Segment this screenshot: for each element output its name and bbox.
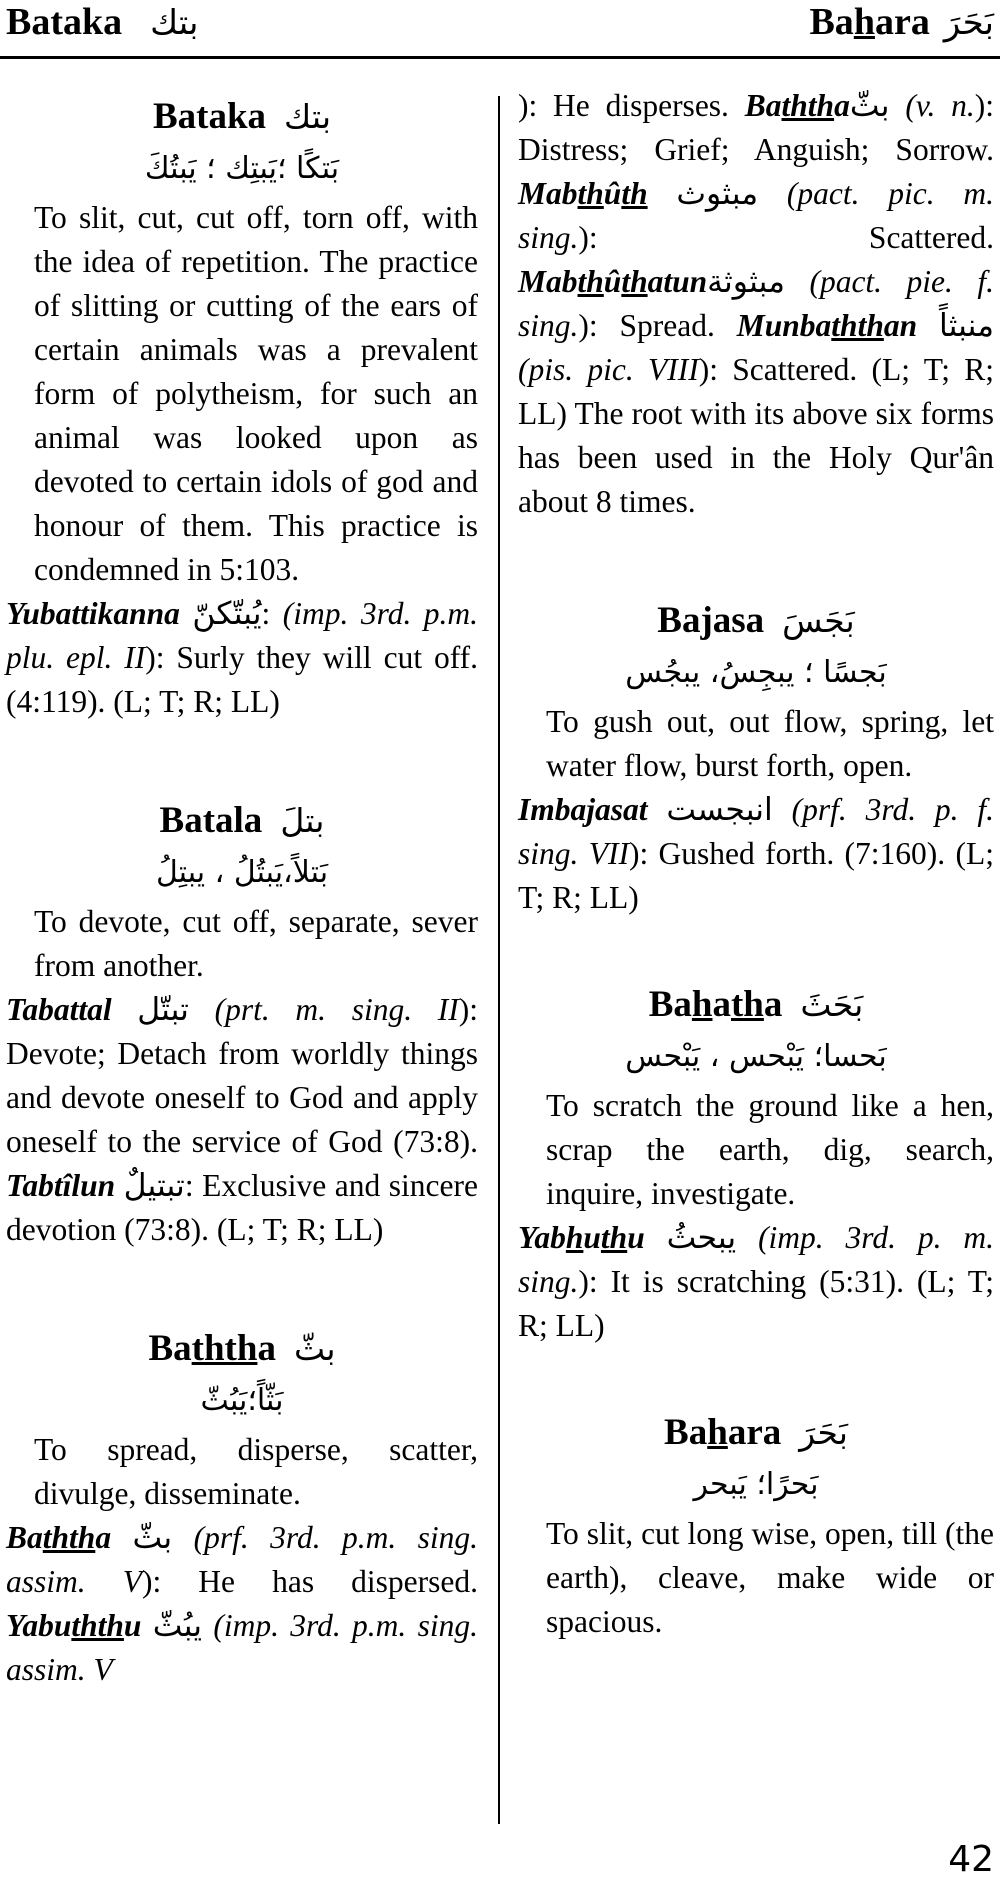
- entry-baththa: [6, 1324, 478, 1692]
- header-right-arabic: بَحَرَ: [943, 3, 994, 43]
- derivative-continued: ): He disperses. Baththaبثّ (v. n.): Distress; Grief; Anguish; Sorrow. Mabthûth مبثوث (pact. pic. m. sing.): Scattered. Mabthûthatunمبثوثة (pact. pie. f. sing.): Spread. Munbaththan منبثاً (pis. pic. VIII): Scattered. (L; T; R; LL) The root with its above six forms has been used in the Holy Qur'ân about 8 times.: [518, 88, 995, 519]
- verb-forms: بَتكًا ؛يَبتِك ؛ يَبتُكَ: [144, 151, 340, 186]
- definition: To spread, disperse, scatter, divulge, disseminate.: [34, 1432, 478, 1511]
- verb-forms: بَحسا؛ يَبْحس ، يَبْحس: [625, 1039, 887, 1074]
- entry-batala: [6, 796, 478, 1252]
- verb-forms: بَجسًا ؛ يبجِسُ، يبجُس: [625, 655, 887, 690]
- derivative: Baththa بثّ (prf. 3rd. p.m. sing. assim. V): He has dispersed. Yabuththu يبُثّ (imp. 3rd. p.m. sing. assim. V: [6, 1520, 479, 1687]
- entry-heading-arabic: بثّ: [293, 1329, 336, 1368]
- entry-heading-arabic: بتك: [284, 97, 332, 136]
- entry-heading: Bajasa بَجَسَ: [657, 600, 855, 641]
- header-left-arabic: بتك: [150, 3, 199, 43]
- derivative: Imbajasat انبجست (prf. 3rd. p. f. sing. VII): Gushed forth. (7:160). (L; T; R; LL): [518, 792, 995, 915]
- verb-forms: بَتلاً،يَبتُلُ ، يبتِلُ: [155, 855, 329, 890]
- entry-bataka: [6, 92, 478, 724]
- header-left: [6, 0, 199, 44]
- entry-bahatha: [518, 980, 994, 1348]
- definition: To gush out, out flow, spring, let water flow, burst forth, open.: [546, 704, 994, 783]
- right-column: [518, 84, 994, 1644]
- entry-heading: Bataka بتك: [152, 96, 332, 137]
- header-right: [809, 0, 994, 44]
- entry-heading: Baththa بثّ: [148, 1328, 336, 1369]
- verb-forms: بَثّاً؛يَبُثّ: [200, 1383, 284, 1418]
- derivative: Yubattikanna يُبتّكنّ: (imp. 3rd. p.m. plu. epl. II): Surly they will cut off. (4:119). (L; T; R; LL): [6, 596, 479, 719]
- entry-heading: Bahara بَحَرَ: [664, 1412, 848, 1453]
- definition: To devote, cut off, separate, sever from another.: [34, 904, 478, 983]
- entry-heading-arabic: بتلَ: [280, 801, 325, 840]
- entry-heading-arabic: بَجَسَ: [782, 601, 855, 640]
- entry-heading: Batala بتلَ: [159, 800, 325, 841]
- header-right-term: Bahara: [809, 1, 930, 43]
- header-left-term: Bataka: [6, 1, 123, 43]
- running-header: [0, 0, 1000, 59]
- definition: To slit, cut long wise, open, till (the earth), cleave, make wide or spacious.: [546, 1516, 994, 1639]
- verb-forms: بَحرًا؛ يَبحر: [693, 1467, 819, 1502]
- entry-bajasa: [518, 596, 994, 920]
- column-divider: [498, 96, 500, 1824]
- derivative: Tabattal تبتّل (prt. m. sing. II): Devote; Detach from worldly things and devote oneself to God and apply oneself to the service of God (73:8). Tabtîlun تبتيلٌ: Exclusive and sincere devotion (73:8). (L; T; R; LL): [6, 992, 479, 1247]
- entry-heading: Bahatha بَحَثَ: [648, 984, 864, 1025]
- entry-heading-arabic: بَحَرَ: [799, 1413, 848, 1452]
- left-column: [6, 92, 478, 1692]
- page-number: 42: [948, 1839, 994, 1880]
- entry-bahara: [518, 1408, 994, 1644]
- definition: To scratch the ground like a hen, scrap the earth, dig, search, inquire, investigate.: [546, 1088, 994, 1211]
- derivative: Yabhuthu يبحثُ (imp. 3rd. p. m. sing.): It is scratching (5:31). (L; T; R; LL): [518, 1220, 995, 1343]
- entry-heading-arabic: بَحَثَ: [800, 985, 864, 1024]
- definition: To slit, cut, cut off, torn off, with the idea of repetition. The practice of slitting or cutting of the ears of certain animals was a prevalent form of polytheism, for such an animal was looked upon as devoted to certain idols of god and honour of them. This practice is condemned in 5:103.: [34, 200, 478, 587]
